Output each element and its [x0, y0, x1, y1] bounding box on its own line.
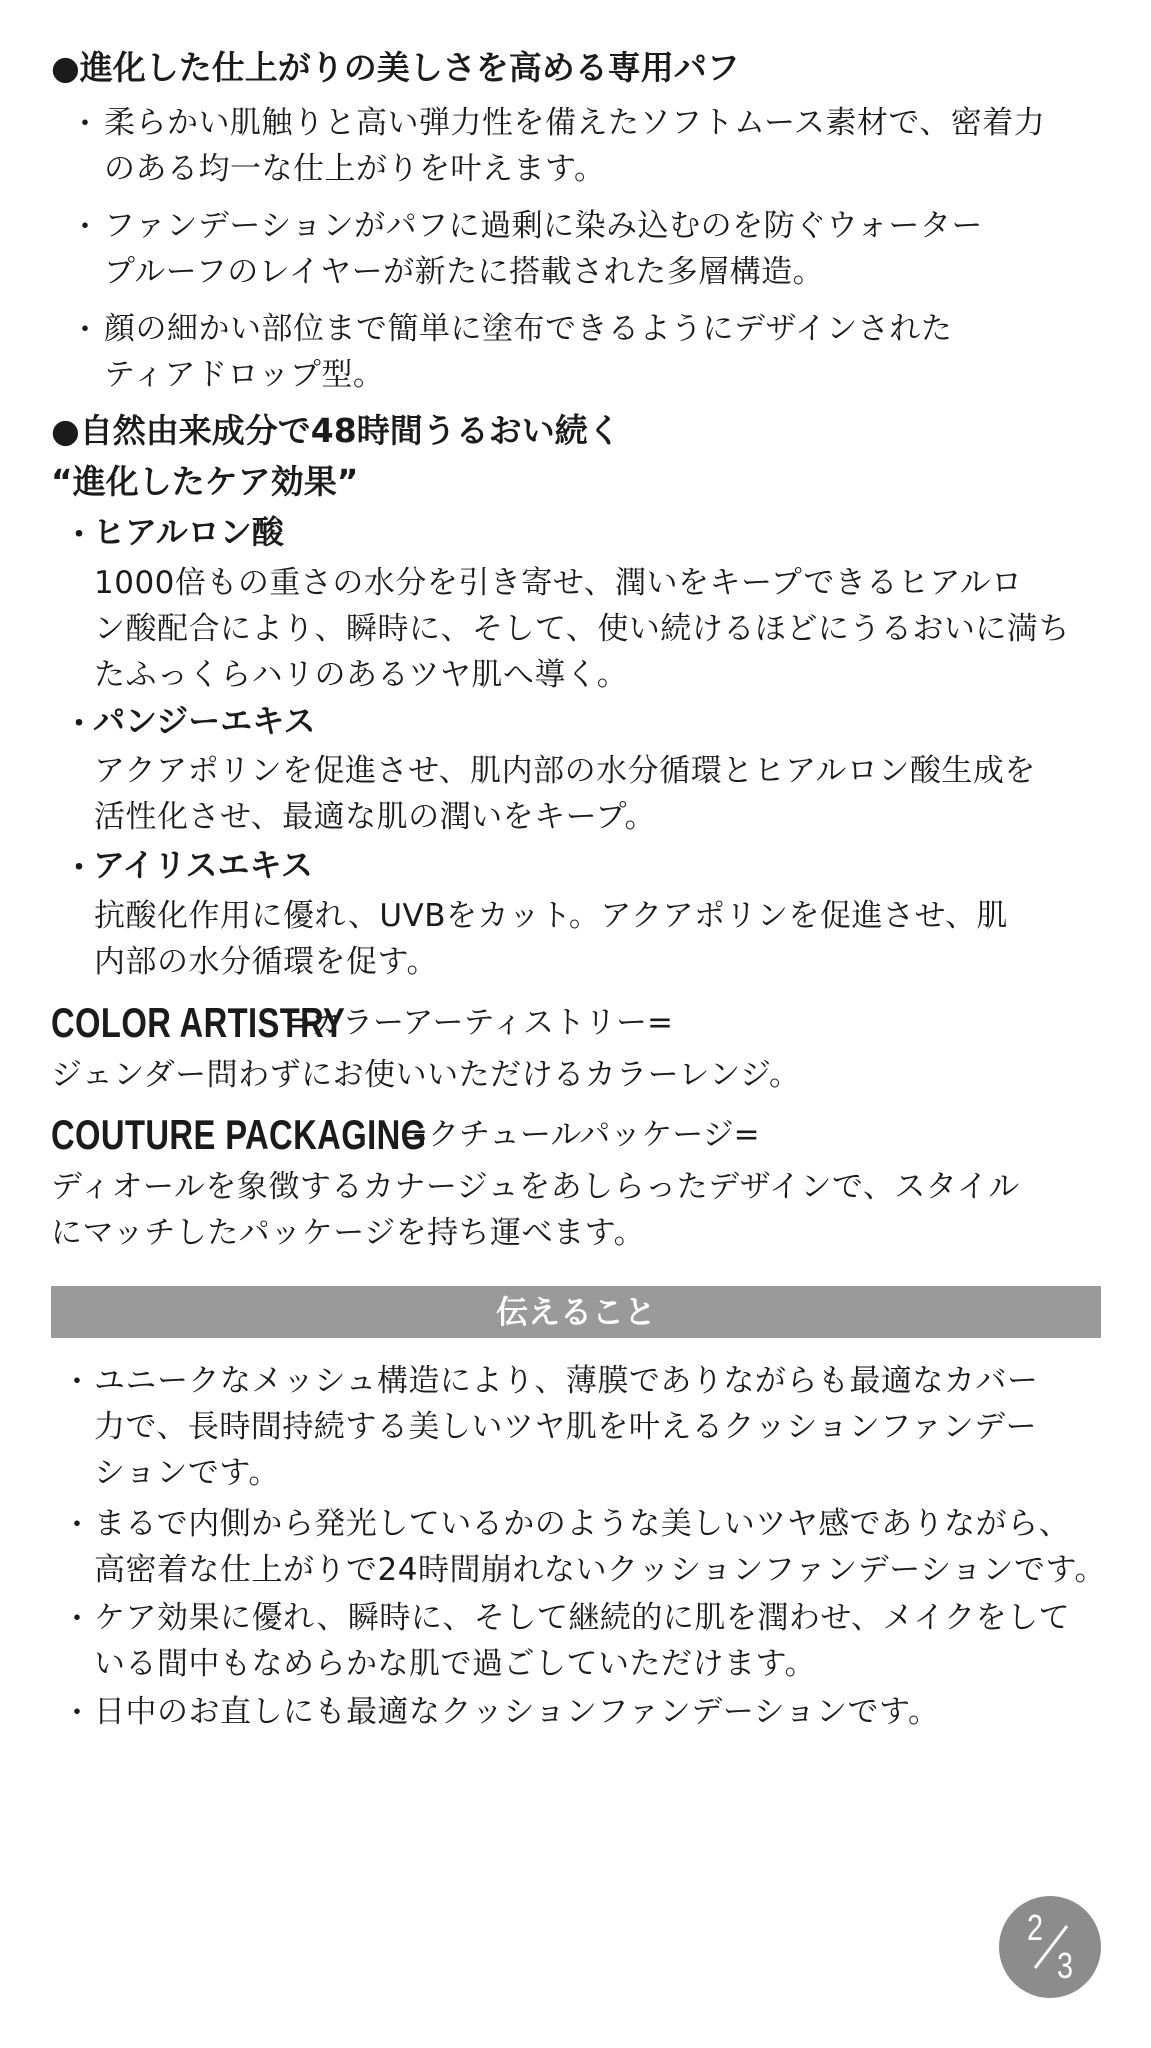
ingredient-name: ヒアルロン酸 [93, 513, 284, 551]
care-heading: ●自然由来成分で48時間うるおい続く [51, 411, 621, 450]
bullet-dot: ・ [64, 518, 94, 553]
text-line: ファンデーションがパフに過剰に染み込むのを防ぐウォーター [104, 208, 983, 244]
bullet-dot: ・ [64, 851, 94, 886]
text-line: ケア効果に優れ、瞬時に、そして継続的に肌を潤わせ、メイクをして [94, 1600, 1071, 1636]
text-line: 柔らかい肌触りと高い弾力性を備えたソフトムース素材で、密着力 [104, 105, 1046, 141]
text-line: のある均一な仕上がりを叶えます。 [104, 151, 606, 187]
message-item-2 [94, 1501, 1106, 1593]
text-line: プルーフのレイヤーが新たに搭載された多層構造。 [104, 254, 825, 290]
text-line: ン酸配合により、瞬時に、そして、使い続けるほどにうるおいに満ち [94, 611, 1070, 647]
bullet-dot: ・ [70, 313, 100, 348]
text-line: まるで内側から発光しているかのような美しいツヤ感でありながら、 [94, 1506, 1071, 1542]
page-number-badge [999, 1896, 1101, 1998]
color-artistry-text [51, 1052, 801, 1098]
bullet-dot: ・ [70, 107, 100, 142]
puff-heading: ●進化した仕上がりの美しさを高める専用パフ [51, 48, 740, 87]
puff-item-1 [104, 100, 1045, 192]
bullet-dot: ・ [62, 1696, 92, 1731]
text-line: 高密着な仕上がりで24時間崩れないクッションファンデーションです。 [94, 1552, 1106, 1588]
text-line: にマッチしたパッケージを持ち運べます。 [51, 1215, 646, 1251]
section-banner: 伝えること [51, 1286, 1101, 1338]
ingredient-name: アイリスエキス [93, 846, 313, 884]
ingredient-description [94, 748, 1036, 840]
text-line: 力で、長時間持続する美しいツヤ肌を叶えるクッションファンデー [94, 1409, 1038, 1445]
text-line: 抗酸化作用に優れ、UVBをカット。アクアポリンを促進させ、肌 [94, 898, 1009, 934]
text-line: 内部の水分循環を促す。 [94, 944, 439, 980]
text-line: たふっくらハリのあるツヤ肌へ導く。 [94, 657, 629, 693]
text-line: ディオールを象徴するカナージュをあしらったデザインで、スタイル [51, 1169, 1020, 1205]
puff-item-3 [104, 306, 952, 398]
care-subheading: “進化したケア効果” [51, 462, 359, 501]
text-line: いる間中もなめらかな肌で過ごしていただけます。 [94, 1646, 817, 1682]
bullet-dot: ・ [70, 210, 100, 245]
couture-packaging-text [51, 1164, 1020, 1256]
message-item-1 [94, 1358, 1038, 1496]
color-artistry-subtitle: =カラーアーティストリー= [285, 1005, 673, 1041]
text-line: 1000倍もの重さの水分を引き寄せ、潤いをキープできるヒアルロ [94, 565, 1023, 601]
bullet-dot: ・ [62, 1602, 92, 1637]
page-fraction-slash [999, 1896, 1101, 1998]
text-line: ユニークなメッシュ構造により、薄膜でありながらも最適なカバー [94, 1363, 1039, 1399]
ingredient-description [94, 560, 1070, 698]
page-current: 2 [1027, 1907, 1044, 1948]
message-item-3 [94, 1595, 1070, 1687]
bullet-dot: ・ [62, 1365, 92, 1400]
text-line: 顔の細かい部位まで簡単に塗布できるようにデザインされた [104, 311, 953, 347]
text-line: 活性化させ、最適な肌の潤いをキープ。 [94, 799, 657, 835]
bullet-dot: ・ [64, 707, 94, 742]
puff-item-2 [104, 203, 983, 295]
bullet-dot: ・ [62, 1508, 92, 1543]
text-line: アクアポリンを促進させ、肌内部の水分循環とヒアルロン酸生成を [94, 753, 1036, 789]
ingredient-description [94, 893, 1008, 985]
ingredient-name: パンジーエキス [93, 702, 316, 740]
couture-packaging-subtitle: =クチュールパッケージ= [402, 1117, 760, 1153]
text-line: ジェンダー問わずにお使いいただけるカラーレンジ。 [51, 1057, 801, 1093]
page-total: 3 [1057, 1945, 1074, 1986]
message-item-4 [94, 1689, 940, 1735]
text-line: 日中のお直しにも最適なクッションファンデーションです。 [94, 1694, 940, 1730]
text-line: ションです。 [94, 1455, 280, 1491]
text-line: ティアドロップ型。 [104, 357, 385, 393]
couture-packaging-title: COUTURE PACKAGING [51, 1111, 427, 1158]
color-artistry-title: COLOR ARTISTRY [51, 999, 346, 1046]
